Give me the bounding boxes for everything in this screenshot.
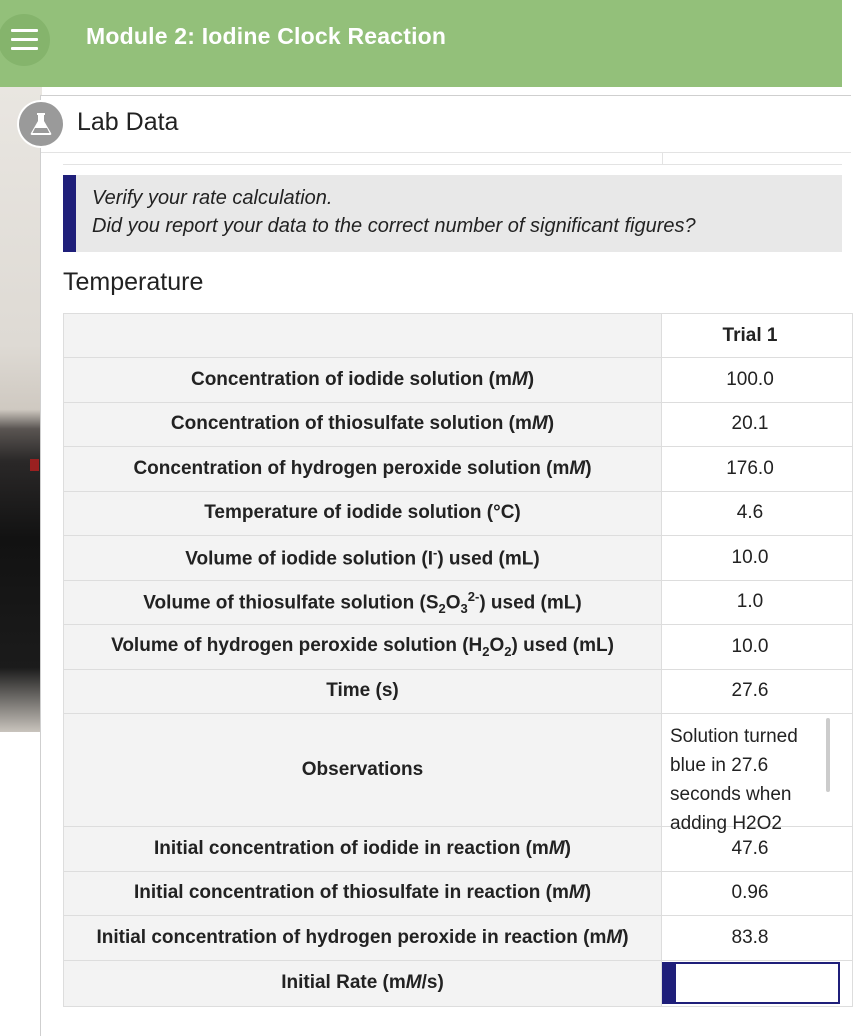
- table-row-observations: [64, 714, 853, 827]
- table-row: [64, 536, 853, 581]
- row-value: 83.8: [662, 916, 853, 961]
- observations-textarea[interactable]: Solution turned blue in 27.6 seconds when adding H2O2: [662, 714, 830, 817]
- row-label: Observations: [64, 714, 662, 827]
- app-header: [0, 0, 842, 87]
- row-label: Volume of iodide solution (I-) used (mL): [64, 536, 662, 581]
- feedback-callout: [63, 175, 842, 252]
- row-label: Temperature of iodide solution (°C): [64, 491, 662, 536]
- temperature-data-table: [63, 313, 853, 1007]
- table-row: [64, 491, 853, 536]
- row-value: 176.0: [662, 447, 853, 492]
- row-value: 47.6: [662, 827, 853, 872]
- initial-rate-cell: [662, 960, 853, 1006]
- row-value: 10.0: [662, 625, 853, 670]
- table-row: [64, 960, 853, 1006]
- row-value: 10.0: [662, 536, 853, 581]
- section-title: Temperature: [63, 268, 204, 296]
- hamburger-menu-icon[interactable]: [0, 14, 50, 66]
- row-value: 100.0: [662, 358, 853, 403]
- row-label: Initial concentration of iodide in reaction (mM): [64, 827, 662, 872]
- row-label: Volume of thiosulfate solution $(S_2O_3^{2-})$ used (mL): [64, 580, 662, 625]
- observations-cell: [662, 714, 853, 834]
- row-value: 27.6: [662, 669, 853, 714]
- flask-icon: [19, 102, 63, 146]
- table-header-row: [64, 314, 853, 358]
- table-row: [64, 580, 853, 625]
- row-label: Volume of hydrogen peroxide solution $(H_2O_2)$ used (mL): [64, 625, 662, 670]
- row-label: Concentration of iodide solution (mM): [64, 358, 662, 403]
- row-label: Concentration of hydrogen peroxide solution (mM): [64, 447, 662, 492]
- row-value: 20.1: [662, 402, 853, 447]
- scrollbar[interactable]: [826, 718, 830, 792]
- previous-table-row: [63, 152, 842, 165]
- row-label: Initial concentration of thiosulfate in reaction (mM): [64, 871, 662, 916]
- table-row: [64, 916, 853, 961]
- table-row: [64, 358, 853, 403]
- table-row: [64, 669, 853, 714]
- table-row: [64, 402, 853, 447]
- initial-rate-input[interactable]: [662, 962, 840, 1004]
- panel-title: Lab Data: [77, 108, 179, 136]
- callout-line-2: Did you report your data to the correct number of significant figures?: [92, 215, 696, 237]
- table-row: [64, 871, 853, 916]
- app-title: Module 2: Iodine Clock Reaction: [86, 23, 447, 49]
- callout-line-1: Verify your rate calculation.: [92, 187, 333, 209]
- table-row: [64, 625, 853, 670]
- table-row: [64, 447, 853, 492]
- row-label: Time (s): [64, 669, 662, 714]
- row-value: 1.0: [662, 580, 853, 625]
- row-value: 4.6: [662, 491, 853, 536]
- row-value: 0.96: [662, 871, 853, 916]
- row-label: Initial Rate (mM/s): [64, 960, 662, 1006]
- row-label: Initial concentration of hydrogen peroxide in reaction (mM): [64, 916, 662, 961]
- column-header-trial-1: Trial 1: [662, 314, 853, 358]
- row-label: Concentration of thiosulfate solution (mM): [64, 402, 662, 447]
- header-blank-cell: [64, 314, 662, 358]
- background-photo: [0, 87, 42, 732]
